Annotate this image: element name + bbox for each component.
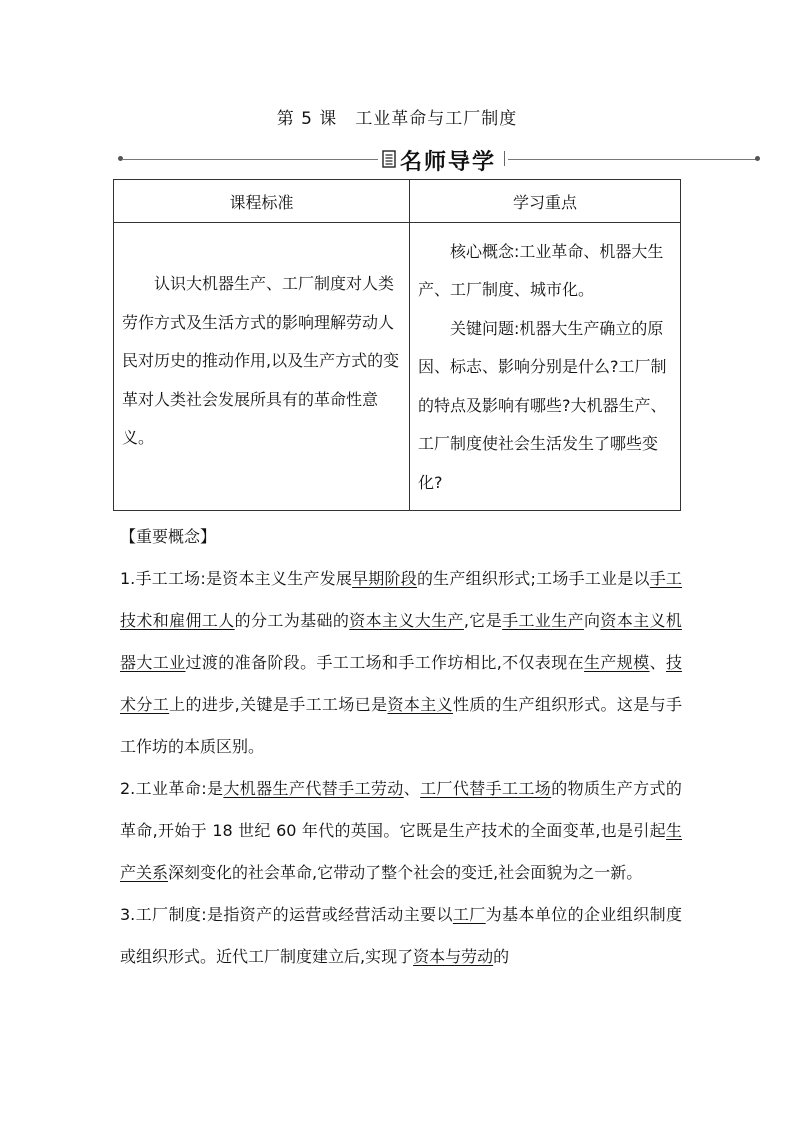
banner-left-rule <box>122 159 378 160</box>
key-questions-text: 关键问题:机器大生产确立的原因、标志、影响分别是什么?工厂制的特点及影响有哪些?大机器生产、工厂制度使社会生活发生了哪些变化? <box>418 318 667 492</box>
concept-item: 2.工业革命:是大机器生产代替手工劳动、工厂代替手工工场的物质生产方式的革命,开始于 18 世纪 60 年代的英国。它既是生产技术的全面变革,也是引起生产关系深刻变化的社会革命,它带动了整个社会的变迁,社会面貌为之一新。 <box>120 779 682 882</box>
lesson-number: 第 5 课 <box>276 109 338 129</box>
concepts-heading: 【重要概念】 <box>120 527 217 546</box>
guide-table <box>113 179 681 511</box>
banner-right-dot <box>755 156 760 161</box>
core-concepts-text: 核心概念:工业革命、机器大生产、工厂制度、城市化。 <box>418 241 664 299</box>
banner-right-tick <box>504 151 505 166</box>
header-course-standard: 课程标准 <box>114 180 410 223</box>
lesson-title <box>0 104 794 129</box>
section-banner <box>118 143 760 177</box>
learning-focus-cell <box>410 223 681 511</box>
header-learning-focus: 学习重点 <box>410 180 681 223</box>
concept-item: 1.手工工场:是资本主义生产发展早期阶段的生产组织形式;工场手工业是以手工技术和雇佣工人的分工为基础的资本主义大生产,它是手工业生产向资本主义机器大工业过渡的准备阶段。手工工场和手工作坊相比,不仅表现在生产规模、技术分工上的进步,关键是手工工场已是资本主义性质的生产组织形式。这是与手工作坊的本质区别。 <box>120 569 682 756</box>
banner-right-rule <box>508 159 756 160</box>
banner-label: 名师导学 <box>400 150 497 175</box>
important-concepts <box>120 516 682 978</box>
guide-table-body-row <box>114 223 681 511</box>
concept-item: 3.工厂制度:是指资产的运营或经营活动主要以工厂为基本单位的企业组织制度或组织形式。近代工厂制度建立后,实现了资本与劳动的 <box>120 905 682 966</box>
course-standard-cell <box>114 223 410 511</box>
lesson-name: 工业革命与工厂制度 <box>355 109 518 129</box>
book-icon <box>382 150 396 168</box>
course-standard-text: 认识大机器生产、工厂制度对人类劳作方式及生活方式的影响理解劳动人民对历史的推动作用,以及生产方式的变革对人类社会发展所具有的革命性意义。 <box>122 274 400 447</box>
guide-table-header-row <box>114 180 681 223</box>
